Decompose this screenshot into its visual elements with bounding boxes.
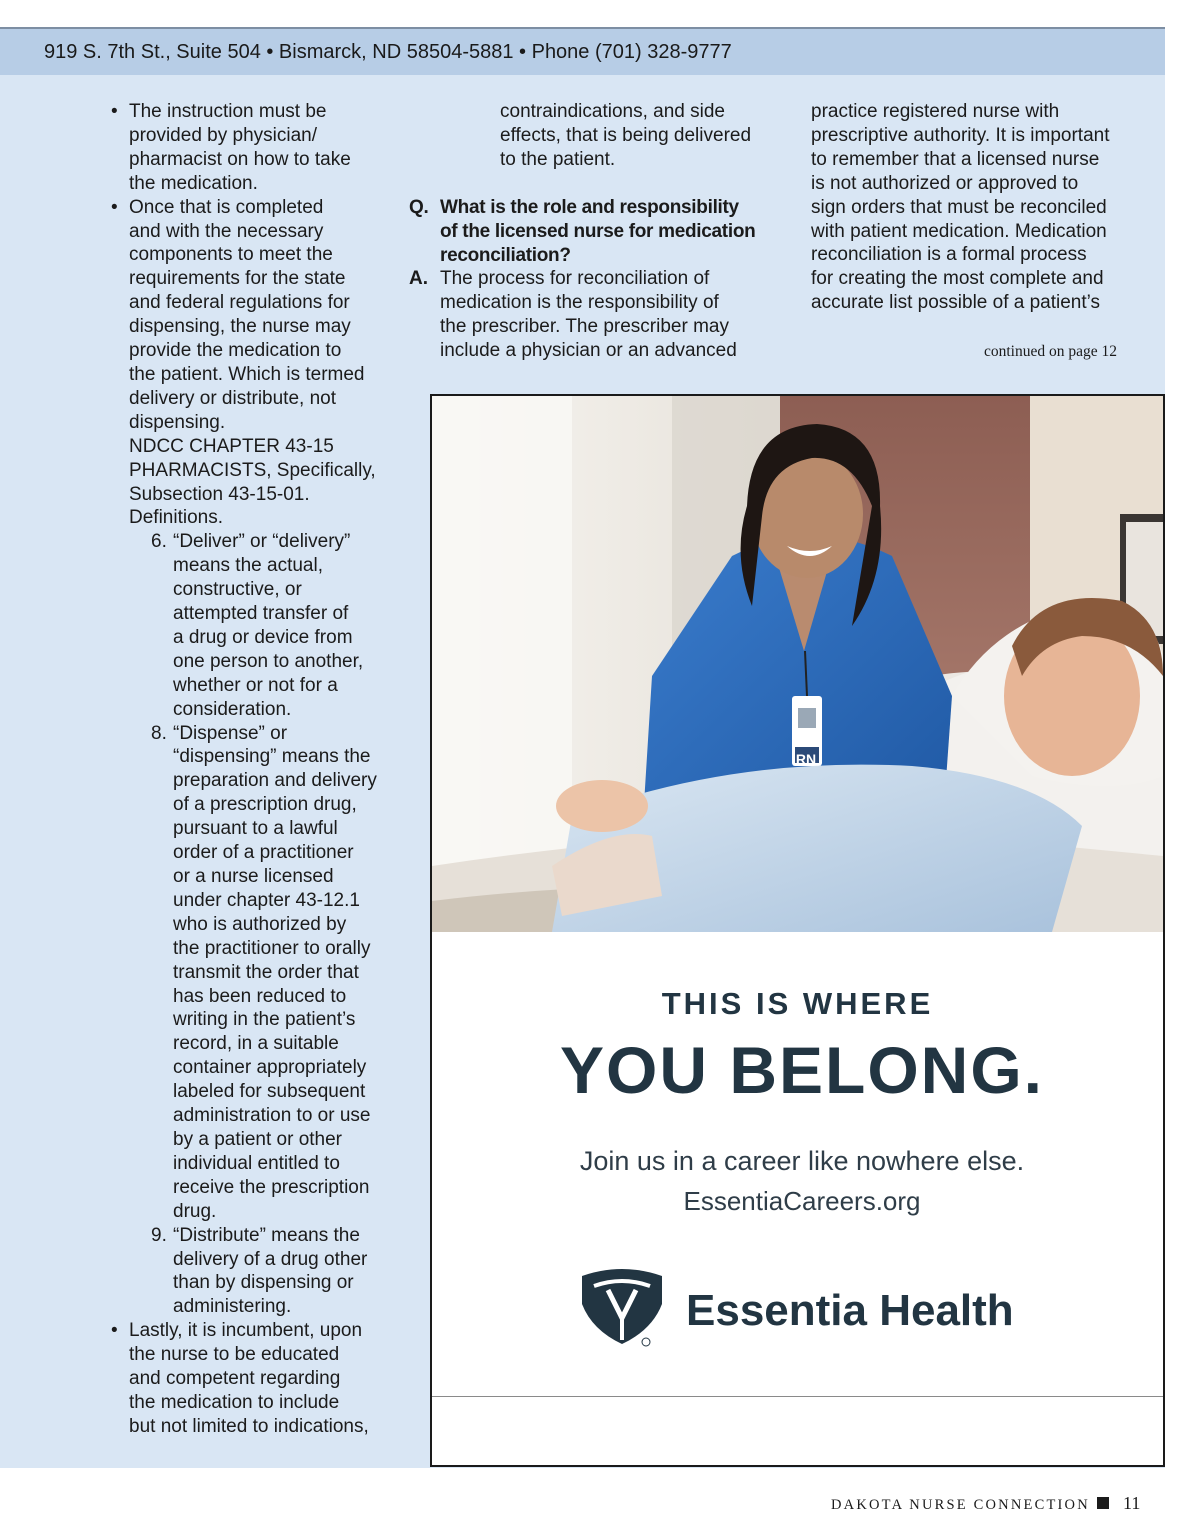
text-line: individual entitled to [173, 1152, 340, 1174]
page-number: 11 [1123, 1493, 1141, 1513]
text-line: by a patient or other [173, 1128, 342, 1150]
text-line: preparation and delivery [173, 770, 377, 792]
text-line: provide the medication to [129, 340, 342, 362]
text-line: requirements for the state [129, 268, 346, 290]
essentia-advertisement[interactable] [430, 394, 1165, 1467]
text-line: one person to another, [173, 650, 364, 672]
text-line: container appropriately [173, 1057, 367, 1079]
text-line: but not limited to indications, [129, 1415, 369, 1437]
text-line: prescriptive authority. It is important [811, 124, 1110, 146]
text-line: writing in the patient’s [173, 1009, 356, 1031]
text-line: the prescriber. The prescriber may [440, 316, 729, 338]
statute-citation [108, 435, 398, 531]
brand-name: Essentia Health [686, 1286, 1014, 1335]
text-line: Subsection 43-15-01. [129, 483, 310, 505]
text-line: to the patient. [500, 148, 616, 170]
text-line: sign orders that must be reconciled [811, 196, 1107, 218]
text-line: What is the role and responsibility [440, 196, 739, 218]
text-line: or a nurse licensed [173, 866, 334, 887]
text-line: consideration. [173, 698, 292, 720]
text-line: to remember that a licensed nurse [811, 148, 1100, 170]
text-line: the patient. Which is termed [129, 363, 365, 385]
text-line: “Dispense” or [173, 722, 288, 744]
text-line: the medication to include [129, 1391, 340, 1413]
tagline-large: YOU BELONG. [559, 1033, 1045, 1107]
text-line: and with the necessary [129, 220, 324, 242]
ad-divider [432, 1396, 1163, 1397]
text-line: administering. [173, 1296, 292, 1318]
text-line: with patient medication. Medication [811, 220, 1107, 242]
text-line: transmit the order that [173, 961, 359, 983]
text-line: medication is the responsibility of [440, 292, 719, 314]
definition-6 [108, 530, 398, 721]
text-line: Once that is completed [129, 196, 324, 218]
text-line: reconciliation? [440, 244, 571, 266]
text-line: accurate list possible of a patient’s [811, 292, 1101, 314]
article-column-3 [811, 100, 1141, 315]
text-line: and competent regarding [129, 1368, 341, 1390]
text-line: order of a practitioner [173, 842, 354, 864]
text-line: receive the prescription [173, 1176, 370, 1198]
text-line: delivery of a drug other [173, 1248, 368, 1270]
continued-note: continued on page 12 [984, 343, 1118, 360]
text-line: the practitioner to orally [173, 937, 371, 959]
text-line: reconciliation is a formal process [811, 244, 1087, 266]
text-line: components to meet the [129, 244, 333, 266]
text-line: of the licensed nurse for medication [440, 220, 756, 242]
nurse-patient-photo [432, 396, 1163, 932]
bullet-item [108, 1319, 398, 1439]
text-line: and federal regulations for [129, 292, 350, 314]
text-line: administration to or use [173, 1105, 371, 1127]
text-line: Definitions. [129, 507, 223, 529]
text-line: “dispensing” means the [173, 746, 371, 768]
article-column-2 [408, 100, 778, 363]
text-line: The instruction must be [129, 101, 327, 122]
text-line: dispensing. [129, 411, 226, 433]
text-line: who is authorized by [173, 913, 347, 935]
publication-name: DAKOTA NURSE CONNECTION [831, 1497, 1090, 1513]
tagline-small: THIS IS WHERE [661, 986, 934, 1021]
text-line: “Distribute” means the [173, 1224, 360, 1246]
article-column-1 [108, 100, 398, 1439]
text-line: the medication. [129, 172, 258, 194]
address-text: 919 S. 7th St., Suite 504 • Bismarck, ND 58504-5881 • Phone (701) 328-9777 [44, 41, 732, 63]
text-line: than by dispensing or [173, 1272, 354, 1294]
ad-subline: Join us in a career like nowhere else. [579, 1146, 1025, 1176]
text-line: record, in a suitable [173, 1033, 339, 1055]
paragraph-gap [408, 172, 778, 196]
text-line: dispensing, the nurse may [129, 316, 351, 338]
text-line: drug. [173, 1200, 217, 1222]
text-line: for creating the most complete and [811, 268, 1104, 290]
text-line: “Deliver” or “delivery” [173, 531, 351, 553]
photo-illustration [432, 396, 1163, 932]
text-line: practice registered nurse with [811, 101, 1060, 122]
text-line: of a prescription drug, [173, 794, 357, 816]
question [408, 196, 778, 268]
text-line: include a physician or an advanced [440, 340, 737, 362]
text-line: has been reduced to [173, 985, 347, 1007]
text-line: constructive, or [173, 579, 302, 601]
text-line: provided by physician/ [129, 124, 317, 146]
essentia-logo-icon [578, 1260, 666, 1348]
careers-url-link[interactable]: EssentiaCareers.org [683, 1186, 921, 1216]
text-line: is not authorized or approved to [811, 172, 1079, 194]
text-line: pharmacist on how to take [129, 148, 351, 170]
definition-9 [108, 1224, 398, 1320]
text-line: NDCC CHAPTER 43-15 [129, 435, 334, 457]
text-line: whether or not for a [173, 674, 338, 696]
text-line: a drug or device from [173, 626, 353, 648]
text-line: under chapter 43-12.1 [173, 889, 360, 911]
definition-number: 9. [151, 1224, 167, 1246]
text-line: pursuant to a lawful [173, 818, 338, 840]
definition-8 [108, 722, 398, 1224]
bullet-dot: • [111, 1320, 118, 1342]
text-line: PHARMACISTS, Specifically, [129, 459, 376, 481]
definition-number: 6. [151, 531, 167, 553]
text-line: the nurse to be educated [129, 1344, 340, 1366]
answer-marker: A. [409, 268, 428, 290]
text-line: contraindications, and side [500, 101, 725, 122]
definition-number: 8. [151, 722, 167, 744]
answer [408, 267, 778, 363]
text-line: means the actual, [173, 555, 323, 577]
text-line: attempted transfer of [173, 603, 349, 625]
text-line: labeled for subsequent [173, 1081, 366, 1103]
text-line: Lastly, it is incumbent, upon [129, 1320, 363, 1342]
bullet-item [108, 100, 398, 196]
address-bar [0, 29, 1165, 75]
rn-badge-text: RN [795, 751, 817, 767]
bullet-dot: • [111, 196, 118, 218]
continuation-text [408, 100, 778, 172]
text-line: The process for reconciliation of [440, 268, 710, 290]
text-line: effects, that is being delivered [500, 124, 752, 146]
bullet-item [108, 196, 398, 435]
question-marker: Q. [409, 196, 429, 218]
bullet-dot: • [111, 101, 118, 122]
text-line: delivery or distribute, not [129, 387, 336, 409]
footer-square-icon [1097, 1497, 1109, 1509]
